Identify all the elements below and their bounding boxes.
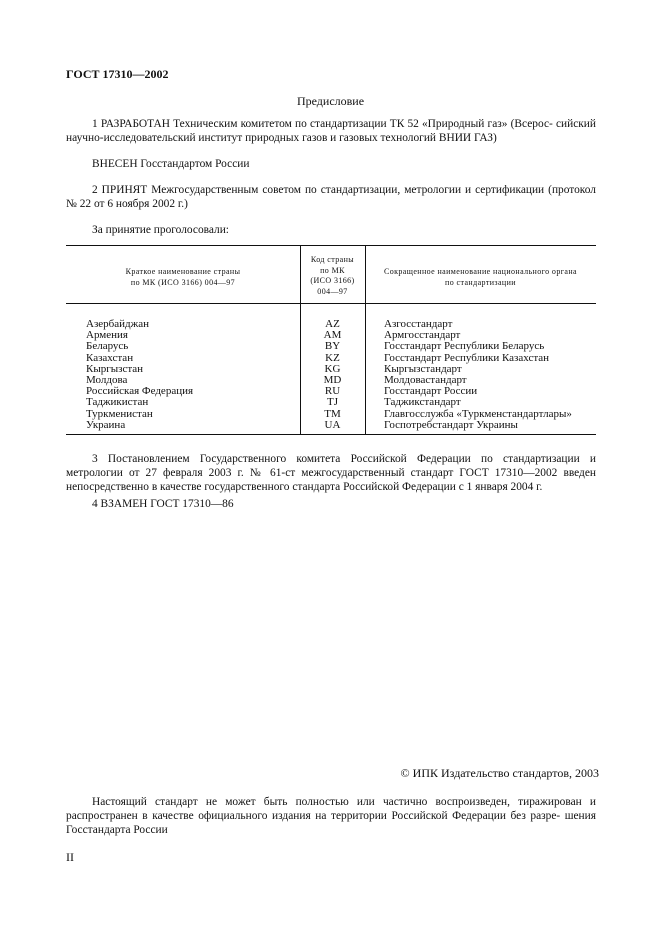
paragraph-adopted-by: 2 ПРИНЯТ Межгосударственным советом по стандартизации, метрологии и сертификации (протокол № 22 от 6 ноября 2002 г.) [66,184,596,210]
column-header-country: Краткое наименование страны по МК (ИСО 3166) 004—97 [125,267,241,287]
cell-code: MD [323,373,342,386]
table-row [66,409,596,420]
cell-country: Украина [86,418,126,431]
table-top-rule [66,245,596,246]
table-row [66,420,596,431]
voting-countries-table [66,245,596,435]
cell-standards-body: Таджикстандарт [384,396,461,409]
cell-standards-body: Армгосстандарт [384,329,461,342]
cell-code: AM [323,329,342,342]
cell-country: Азербайджан [86,318,150,330]
table-row [66,397,596,408]
cell-country: Российская Федерация [86,385,194,398]
column-header-code: Код страны по МК (ИСО 3166) 004—97 [310,255,355,296]
table-row [66,341,596,352]
cell-country: Туркменистан [86,407,153,420]
copyright-notice: © ИПК Издательство стандартов, 2003 [400,766,599,780]
cell-code: TM [324,407,341,420]
cell-standards-body: Кыргызстандарт [384,362,462,375]
cell-code: TJ [327,396,338,409]
paragraph-voted-for: За принятие проголосовали: [92,224,229,236]
cell-country: Беларусь [86,340,129,353]
cell-country: Армения [86,329,128,342]
cell-standards-body: Госстандарт России [384,385,478,398]
cell-standards-body: Молдовастандарт [384,373,467,386]
section-title: Предисловие [296,94,365,108]
cell-code: RU [324,385,341,398]
cell-standards-body: Главгосслужба «Туркменстандартлары» [384,407,572,420]
document-header: ГОСТ 17310—2002 [66,67,169,81]
cell-country: Казахстан [86,351,134,364]
cell-standards-body: Азгосстандарт [384,318,453,330]
cell-code: KZ [325,351,340,364]
paragraph-enacted-by: 3 Постановлением Государственного комитета Российской Федерации по стандартизации и метрологии от 27 февраля 2003 г. № 61-ст межгосударственный стандарт ГОСТ 17310—2002 введен непосредственно в качестве государственного стандарта Российской Федерации с 1 января 2004 г. [66,453,596,493]
cell-code: BY [324,340,341,353]
cell-standards-body: Госстандарт Республики Казахстан [384,351,550,364]
table-header-rule [66,303,596,304]
cell-country: Кыргызстан [86,362,144,375]
cell-country: Молдова [86,373,128,386]
cell-standards-body: Госпотребстандарт Украины [384,418,518,431]
cell-standards-body: Госстандарт Республики Беларусь [384,340,545,353]
paragraph-introduced-by: ВНЕСЕН Госстандартом России [92,158,250,170]
table-bottom-rule [66,434,596,435]
cell-country: Таджикистан [86,396,149,409]
page-number: II [66,850,74,864]
paragraph-developed-by: 1 РАЗРАБОТАН Техническим комитетом по стандартизации ТК 52 «Природный газ» (Всерос- сийский научно-исследовательский институт природных газов и газовых технологий ВНИИ ГАЗ) [66,118,596,144]
reproduction-notice: Настоящий стандарт не может быть полностью или частично воспроизведен, тиражирован и распространен в качестве официального издания на территории Российской Федерации без разре- шения Госстандарта России [66,796,596,836]
cell-code: AZ [325,318,340,330]
column-header-standards-body: Сокращенное наименование национального органа по стандартизации [383,267,577,287]
paragraph-replaces: 4 ВЗАМЕН ГОСТ 17310—86 [92,498,234,510]
cell-code: KG [324,362,341,375]
table-body [66,319,596,431]
cell-code: UA [324,418,341,431]
